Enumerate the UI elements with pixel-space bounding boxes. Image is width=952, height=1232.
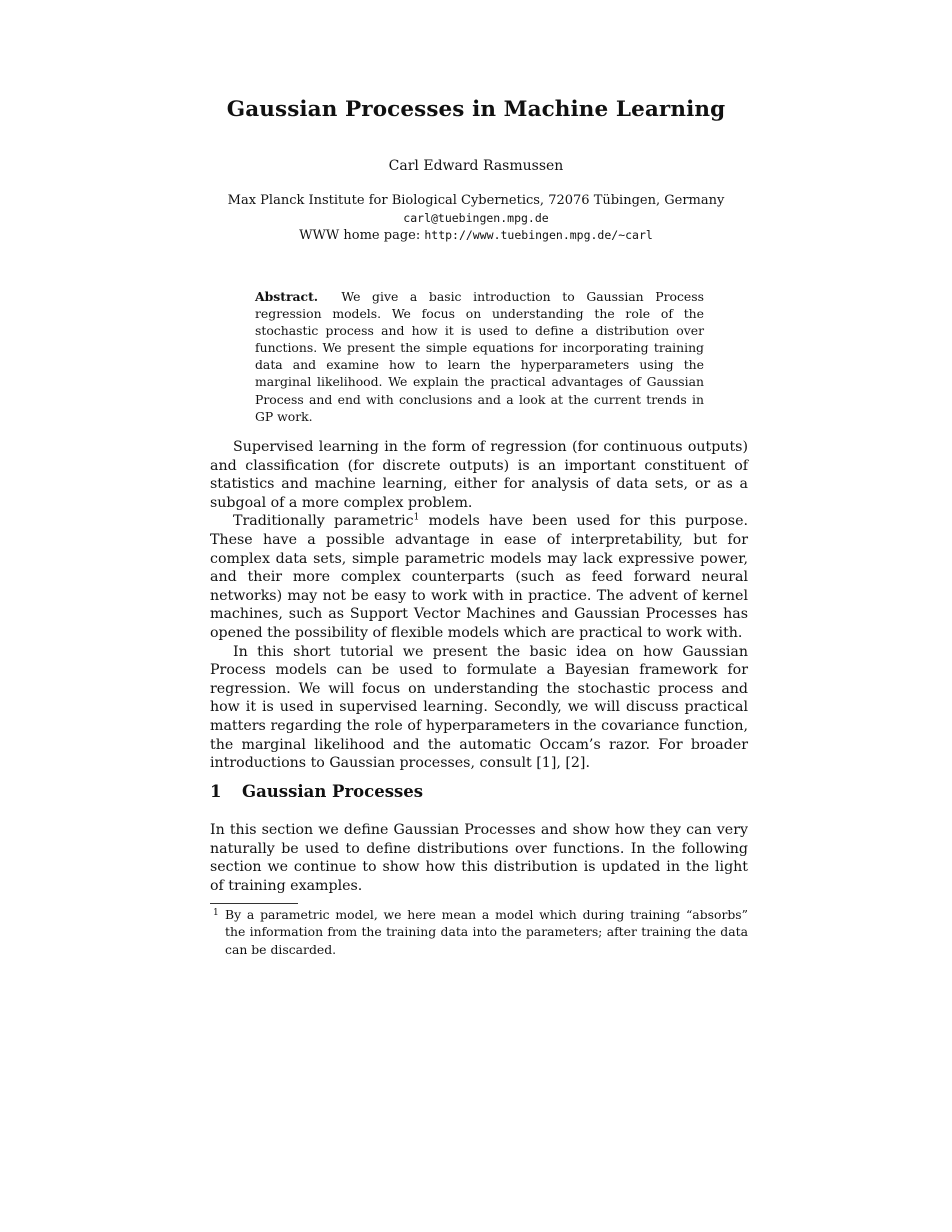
section-title: Gaussian Processes	[242, 782, 424, 801]
intro-paragraph-3: In this short tutorial we present the basic idea on how Gaussian Process models can be used to formulate a Bayesian framework for regression. We will focus on understanding the stochastic process and how it is used in supervised learning. Secondly, we will discuss practical matters regarding the role of hyperparameters in the covariance function, the marginal likelihood and the automatic Occam’s razor. For broader introductions to Gaussian processes, consult [1], [2].	[210, 643, 748, 772]
intro-paragraph-2-rest: models have been used for this purpose. These have a possible advantage in ease of interpretability, but for complex data sets, simple parametric models may lack expressive power, and their more complex counterparts (such as feed forward neural networks) may not be easy to work with in practice. The advent of kernel machines, such as Support Vector Machines and Gaussian Processes has opened the possibility of flexible models which are practical to work with.	[210, 513, 748, 641]
intro-paragraph-2	[210, 512, 748, 642]
homepage-label: WWW home page:	[299, 228, 425, 243]
intro-paragraph-2-start: Traditionally parametric	[233, 513, 414, 530]
abstract	[255, 288, 704, 425]
section-1-body	[210, 821, 748, 895]
section-1-paragraph: In this section we define Gaussian Processes and show how they can very naturally be used to define distributions over functions. In the following section we continue to show how this distribution is updated in the light of training examples.	[210, 822, 748, 894]
email-link[interactable]: carl@tuebingen.mpg.de	[403, 210, 549, 225]
section-number: 1	[210, 782, 222, 801]
author-affiliation	[0, 192, 952, 245]
footnote-ref[interactable]: 1	[413, 512, 420, 523]
intro-paragraph-1: Supervised learning in the form of regression (for continuous outputs) and classification (for discrete outputs) is an important constituent of statistics and machine learning, either for analysis of data sets, or as a subgoal of a more complex problem.	[210, 439, 748, 511]
section-heading	[210, 782, 423, 801]
paper-title: Gaussian Processes in Machine Learning	[226, 97, 726, 122]
footnote-divider	[210, 903, 298, 904]
footnote	[210, 906, 748, 958]
footnote-mark: 1	[213, 908, 219, 918]
institution: Max Planck Institute for Biological Cybernetics, 72076 Tübingen, Germany	[227, 193, 725, 208]
introduction	[210, 438, 748, 773]
author-name: Carl Edward Rasmussen	[388, 158, 564, 174]
homepage-link[interactable]: http://www.tuebingen.mpg.de/~carl	[424, 228, 653, 242]
abstract-text: We give a basic introduction to Gaussian Process regression models. We focus on understanding the role of the stochastic process and how it is used to define a distribution over functions. We present the simple equations for incorporating training data and examine how to learn the hyperparameters using the marginal likelihood. We explain the practical advantages of Gaussian Process and end with conclusions and a look at the current trends in GP work.	[255, 289, 704, 424]
abstract-label: Abstract.	[255, 289, 319, 304]
footnote-text: By a parametric model, we here mean a model which during training “absorbs” the information from the training data into the parameters; after training the data can be discarded.	[225, 907, 748, 957]
homepage-line	[0, 227, 952, 245]
